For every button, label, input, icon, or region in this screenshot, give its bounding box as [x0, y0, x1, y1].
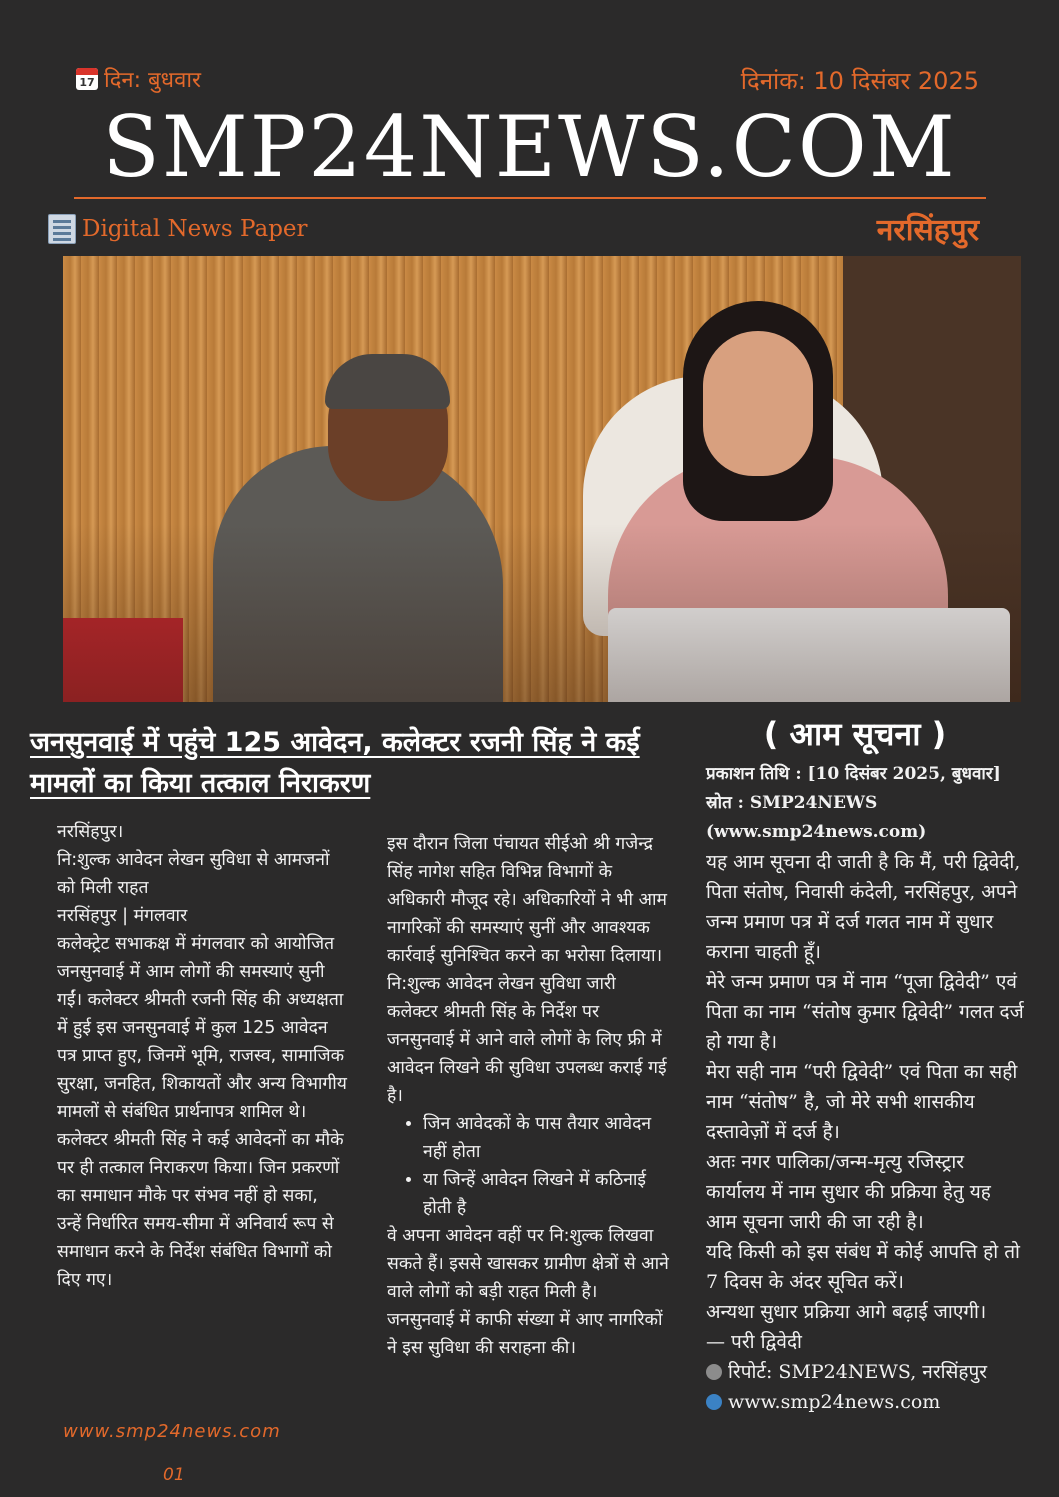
notice-pub-date: प्रकाशन तिथि : [10 दिसंबर 2025, बुधवार] [706, 764, 1001, 784]
camera-icon [706, 1364, 722, 1380]
news-photo [63, 256, 1021, 702]
masthead-divider [74, 197, 986, 199]
notice-title: ( आम सूचना ) [763, 715, 947, 753]
notice-paragraph: अन्यथा सुधार प्रक्रिया आगे बढ़ाई जाएगी। [706, 1301, 987, 1323]
notice-paragraph: यह आम सूचना दी जाती है कि मैं, परी द्विवेदी, पिता संतोष, निवासी कंदेली, नरसिंहपुर, अपने जन्म प्रमाण पत्र में दर्ज गलत नाम में सुधार कराना चाहती हूँ। [706, 851, 1021, 963]
article-subhead: नि:शुल्क आवेदन लेखन सुविधा जारी [387, 974, 616, 994]
article-paragraph: इस दौरान जिला पंचायत सीईओ श्री गजेन्द्र सिंह नागेश सहित विभिन्न विभागों के अधिकारी मौजूद रहे। अधिकारियों ने भी आम नागरिकों की समस्याएं सुनीं और आवश्यक कार्रवाई सुनिश्चित करने का भरोसा दिलाया। [387, 834, 667, 966]
tagline-row [48, 214, 308, 244]
day-label: दिन: बुधवार [104, 68, 202, 93]
notice-reporter-row [706, 1357, 1026, 1387]
article-paragraph: कलेक्टर श्रीमती सिंह के निर्देश पर जनसुनवाई में आने वाले लोगों के लिए फ्री में आवेदन लिखने की सुविधा उपलब्ध कराई गई है। [387, 1002, 667, 1106]
notice-reporter: रिपोर्ट: SMP24NEWS, नरसिंहपुर [728, 1361, 988, 1383]
article-paragraph: नि:शुल्क आवेदन लेखन सुविधा से आमजनों को मिली राहत [57, 850, 330, 898]
newspaper-icon [48, 214, 76, 244]
notice-column [706, 760, 1026, 1417]
notice-source: स्रोत : SMP24NEWS (www.smp24news.com) [706, 793, 927, 842]
date-label: दिनांक: 10 दिसंबर 2025 [740, 67, 979, 95]
footer-url[interactable]: www.smp24news.com [63, 1421, 281, 1442]
day-label-row [76, 64, 201, 94]
page-number: 01 [163, 1465, 185, 1485]
notice-paragraph: अतः नगर पालिका/जन्म-मृत्यु रजिस्ट्रार कार्यालय में नाम सुधार की प्रक्रिया हेतु यह आम सूचना जारी की जा रही है। [706, 1151, 991, 1233]
notice-website[interactable]: www.smp24news.com [728, 1391, 941, 1413]
notice-paragraph: मेरे जन्म प्रमाण पत्र में नाम “पूजा द्विवेदी” एवं पिता का नाम “संतोष कुमार द्विवेदी” गलत दर्ज हो गया है। [706, 971, 1024, 1053]
city-label: नरसिंहपुर [876, 213, 979, 248]
list-item: • जिन आवेदकों के पास तैयार आवेदन नहीं होता [423, 1110, 669, 1166]
article-paragraph: जनसुनवाई में काफी संख्या में आए नागरिकों ने इस सुविधा की सराहना की। [387, 1310, 663, 1358]
bullet-list [387, 1110, 669, 1222]
globe-icon [706, 1394, 722, 1410]
notice-paragraph: मेरा सही नाम “परी द्विवेदी” एवं पिता का सही नाम “संतोष” है, जो मेरे सभी शासकीय दस्तावेज़ों में दर्ज है। [706, 1061, 1018, 1143]
article-headline: जनसुनवाई में पहुंचे 125 आवेदन, कलेक्टर रजनी सिंह ने कई मामलों का किया तत्काल निराकरण [30, 727, 640, 799]
calendar-icon: 17 [76, 68, 98, 90]
article-paragraph: नरसिंहपुर | मंगलवार [57, 906, 188, 926]
notice-paragraph: यदि किसी को इस संबंध में कोई आपत्ति हो तो 7 दिवस के अंदर सूचित करें। [706, 1241, 1020, 1293]
article-paragraph: कलेक्टर श्रीमती सिंह ने कई आवेदनों का मौके पर ही तत्काल निराकरण किया। जिन प्रकरणों का समाधान मौके पर संभव नहीं हो सका, उन्हें निर्धारित समय-सीमा में अनिवार्य रूप से समाधान करने के निर्देश संबंधित विभागों को दिए गए। [57, 1130, 344, 1290]
article-column-2 [387, 830, 669, 1362]
masthead-title: SMP24NEWS.COM [102, 98, 957, 196]
article-paragraph: कलेक्ट्रेट सभाकक्ष में मंगलवार को आयोजित जनसुनवाई में आम लोगों की समस्याएं सुनी गईं। कलेक्टर श्रीमती रजनी सिंह की अध्यक्षता में हुई इस जनसुनवाई में कुल 125 आवेदन पत्र प्राप्त हुए, जिनमें भूमि, राजस्व, सामाजिक सुरक्षा, जनहित, शिकायतों और अन्य विभागीय मामलों से संबंधित प्रार्थनापत्र शामिल थे। [57, 934, 347, 1122]
notice-website-row [706, 1387, 1026, 1417]
list-item: • या जिन्हें आवेदन लिखने में कठिनाई होती है [423, 1166, 669, 1222]
notice-signature: — परी द्विवेदी [706, 1331, 802, 1353]
article-paragraph: वे अपना आवेदन वहीं पर नि:शुल्क लिखवा सकते हैं। इससे खासकर ग्रामीण क्षेत्रों से आने वाले लोगों को बड़ी राहत मिली है। [387, 1226, 669, 1302]
tagline: Digital News Paper [82, 216, 308, 242]
article-column-1 [57, 818, 347, 1294]
article-paragraph: नरसिंहपुर। [57, 822, 124, 842]
